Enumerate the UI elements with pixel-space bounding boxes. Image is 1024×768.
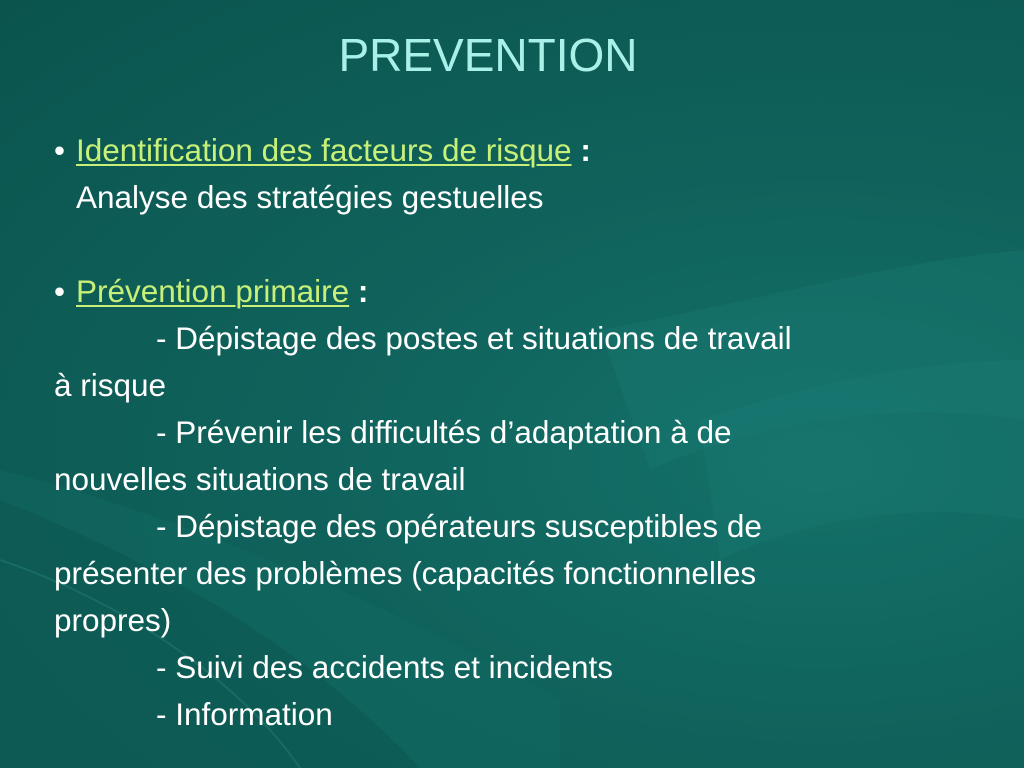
section-prevention-primaire (54, 268, 984, 315)
section-heading-prevention-primaire: Prévention primaire (76, 273, 350, 309)
list-item-depistage-postes: - Dépistage des postes et situations de travail (156, 320, 792, 356)
list-item-prevenir-difficultes: - Prévenir les difficultés d’adaptation à de (156, 414, 732, 450)
heading-colon: : (580, 132, 591, 168)
list-item-continuation: à risque (54, 367, 167, 403)
list-item-continuation: nouvelles situations de travail (54, 461, 466, 497)
heading-colon: : (357, 273, 369, 309)
slide-content (54, 127, 984, 738)
bullet-marker: • (54, 273, 66, 309)
list-item-depistage-operateurs: - Dépistage des opérateurs susceptibles de (156, 508, 762, 544)
slide-title: PREVENTION (338, 29, 638, 81)
list-item-continuation: propres) (54, 602, 172, 638)
list-item-continuation: présenter des problèmes (capacités fonctionnelles (54, 555, 757, 591)
section-identification (54, 127, 984, 174)
section-heading-identification: Identification des facteurs de risque (76, 132, 572, 168)
list-item-suivi-accidents: - Suivi des accidents et incidents (156, 649, 613, 685)
bullet-marker: • (54, 132, 66, 168)
section-identification-text: Analyse des stratégies gestuelles (76, 179, 544, 215)
spacer (54, 221, 984, 268)
list-item-information: - Information (156, 696, 333, 732)
